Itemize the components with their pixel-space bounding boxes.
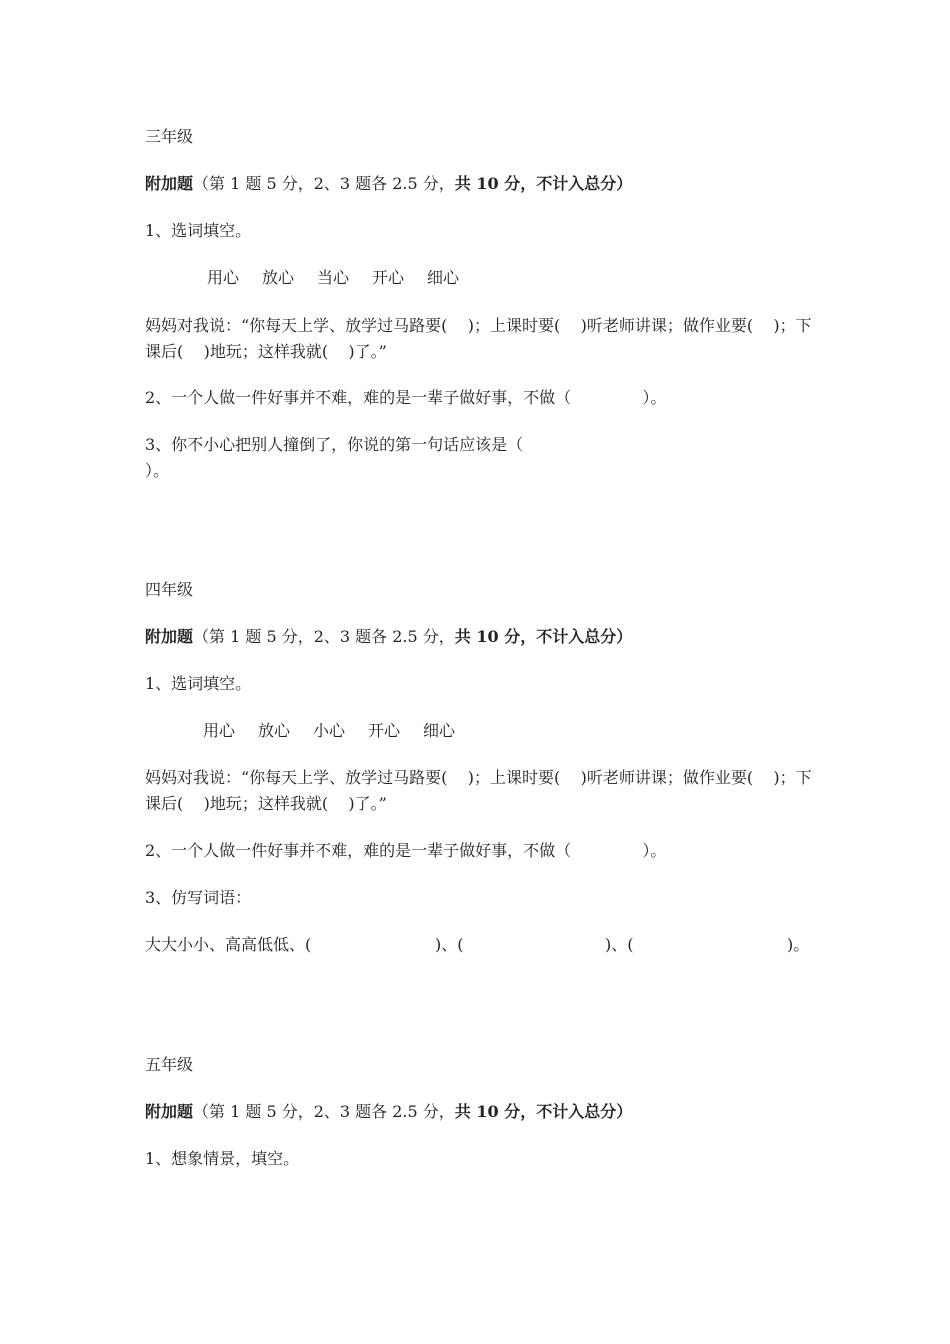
grade3-q1: 1、选词填空。 xyxy=(145,221,252,240)
grade5-q1: 1、想象情景，填空。 xyxy=(145,1149,300,1168)
word-item: 小心 xyxy=(313,721,346,740)
grade3-word-bank xyxy=(207,266,482,290)
grade4-q1: 1、选词填空。 xyxy=(145,674,252,693)
bonus-label: 附加题 xyxy=(145,627,194,646)
grade3-q3-line2: ）。 xyxy=(145,461,170,480)
word-item: 开心 xyxy=(368,721,401,740)
word-item: 细心 xyxy=(423,721,456,740)
grade4-fill-row xyxy=(145,933,810,957)
word-item: 细心 xyxy=(427,268,460,287)
grade4-passage-line1: 妈妈对我说：“你每天上学、放学过马路要( )；上课时要( )听老师讲课；做作业要( )；下 xyxy=(145,768,812,787)
header-detail: （第 1 题 5 分，2、3 题各 2.5 分， xyxy=(193,627,455,646)
header-total: 共 10 分，不计入总分） xyxy=(454,627,633,646)
grade4-passage-line2: 课后( )地玩；这样我就( )了。” xyxy=(145,794,387,813)
word-item: 用心 xyxy=(207,268,240,287)
word-item: 用心 xyxy=(203,721,236,740)
word-item: 开心 xyxy=(372,268,405,287)
grade3-header xyxy=(145,172,632,196)
grade3-passage-line2: 课后( )地玩；这样我就( )了。” xyxy=(145,342,387,361)
word-item: 放心 xyxy=(258,721,291,740)
header-detail: （第 1 题 5 分，2、3 题各 2.5 分， xyxy=(193,1102,455,1121)
bonus-label: 附加题 xyxy=(145,174,194,193)
header-total: 共 10 分，不计入总分） xyxy=(454,174,633,193)
grade4-title: 四年级 xyxy=(145,580,194,599)
grade4-q2: 2、一个人做一件好事并不难，难的是一辈子做好事，不做（ ）。 xyxy=(145,841,667,860)
fill-end: )。 xyxy=(787,935,810,954)
grade5-title: 五年级 xyxy=(145,1055,194,1074)
header-total: 共 10 分，不计入总分） xyxy=(454,1102,633,1121)
bonus-label: 附加题 xyxy=(145,1102,194,1121)
grade4-q3: 3、仿写词语： xyxy=(145,888,252,907)
word-item: 放心 xyxy=(262,268,295,287)
grade5-header xyxy=(145,1100,632,1124)
word-item: 当心 xyxy=(317,268,350,287)
fill-separator: )、( xyxy=(605,935,634,954)
grade4-header xyxy=(145,625,632,649)
grade3-q2: 2、一个人做一件好事并不难，难的是一辈子做好事，不做（ ）。 xyxy=(145,388,667,407)
fill-separator: )、( xyxy=(435,935,464,954)
header-detail: （第 1 题 5 分，2、3 题各 2.5 分， xyxy=(193,174,455,193)
grade3-passage-line1: 妈妈对我说：“你每天上学、放学过马路要( )；上课时要( )听老师讲课；做作业要( )；下 xyxy=(145,316,812,335)
grade4-word-bank xyxy=(203,719,478,743)
grade3-q3-line1: 3、你不小心把别人撞倒了，你说的第一句话应该是（ xyxy=(145,435,524,454)
grade3-title: 三年级 xyxy=(145,127,194,146)
fill-prefix: 大大小小、高高低低、( xyxy=(145,935,312,954)
